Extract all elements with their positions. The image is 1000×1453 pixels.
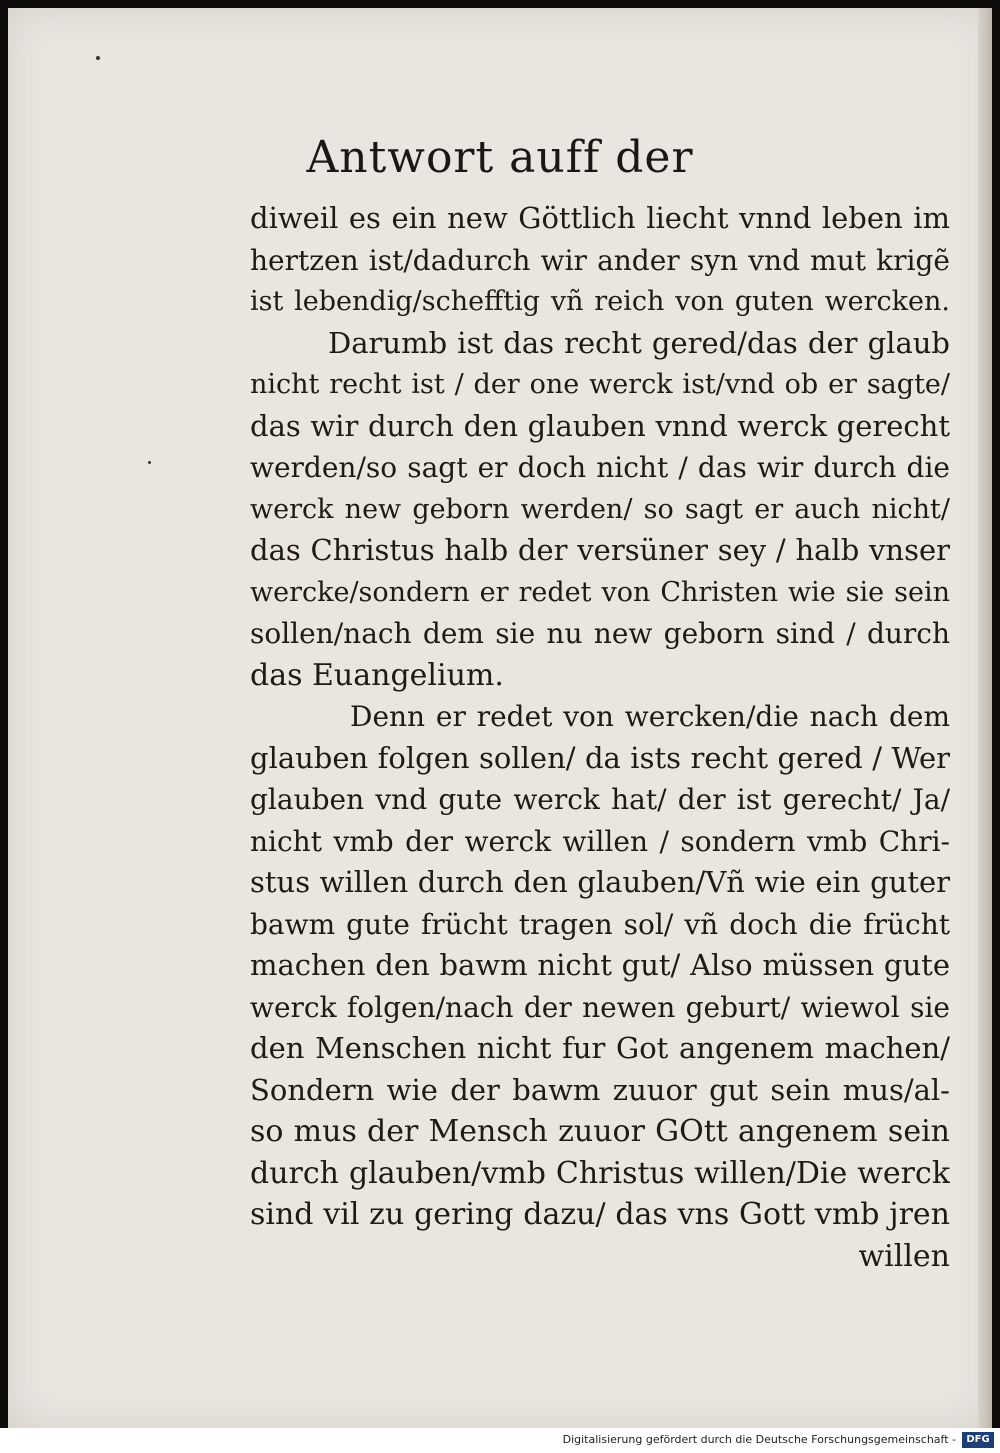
text-line: das Euangelium. [250, 657, 504, 693]
text-line: Darumb ist das recht gered/das der glaub [328, 325, 950, 360]
text-line: machen den bawm nicht gut/ Also müssen gute [250, 948, 950, 982]
text-line: sollen/nach dem sie nu new geborn sind / durch [250, 617, 950, 650]
text-line: den Menschen nicht fur Got angenem machen/ [250, 1031, 950, 1065]
running-head: Antwort auff der [306, 132, 694, 183]
text-line: ist lebendig/schefftig vñ reich von guten wercken. [250, 286, 950, 317]
text-line: nicht vmb der werck willen / sondern vmb Chri- [250, 824, 950, 858]
footer-bar [0, 1428, 1000, 1453]
ink-speck [148, 461, 151, 464]
text-line: glauben folgen sollen/ da ists recht gered / Wer [250, 740, 950, 775]
text-line: das Christus halb der versüner sey / halb vnser [250, 533, 950, 567]
ink-speck [96, 56, 100, 60]
catchword: willen [858, 1238, 950, 1274]
text-line: nicht recht ist / der one werck ist/vnd ob er sagte/ [250, 369, 950, 400]
text-line: werden/so sagt er doch nicht / das wir durch die [250, 451, 950, 484]
text-line: Sondern wie der bawm zuuor gut sein mus/al- [250, 1072, 950, 1107]
dfg-logo: DFG [962, 1432, 994, 1448]
text-line: Denn er redet von wercken/die nach dem [350, 700, 950, 733]
funding-credit: Digitalisierung gefördert durch die Deutsche Forschungsgemeinschaft - [562, 1433, 956, 1446]
text-line: werck folgen/nach der newen geburt/ wiewol sie [250, 990, 950, 1024]
page-edge-shadow [978, 8, 992, 1428]
text-line: bawm gute frücht tragen sol/ vñ doch die frücht [250, 907, 950, 941]
text-line: so mus der Mensch zuuor GOtt angenem sein [250, 1114, 950, 1149]
text-line: stus willen durch den glauben/Vñ wie ein guter [250, 865, 950, 899]
text-line: werck new geborn werden/ so sagt er auch nicht/ [250, 493, 950, 525]
text-line: sind vil zu gering dazu/ das vns Gott vmb jren [250, 1197, 950, 1232]
text-line: glauben vnd gute werck hat/ der ist gerecht/ Ja/ [250, 783, 950, 816]
book-page [8, 8, 992, 1428]
text-line: durch glauben/vmb Christus willen/Die werck [250, 1155, 950, 1191]
text-line: wercke/sondern er redet von Christen wie sie sein [250, 576, 950, 608]
body-text [250, 198, 950, 1277]
text-line: diweil es ein new Göttlich liecht vnnd leben im [250, 201, 950, 235]
text-line: das wir durch den glauben vnnd werck gerecht [250, 408, 950, 443]
text-line: hertzen ist/dadurch wir ander syn vnd mut krigẽ [250, 243, 950, 277]
